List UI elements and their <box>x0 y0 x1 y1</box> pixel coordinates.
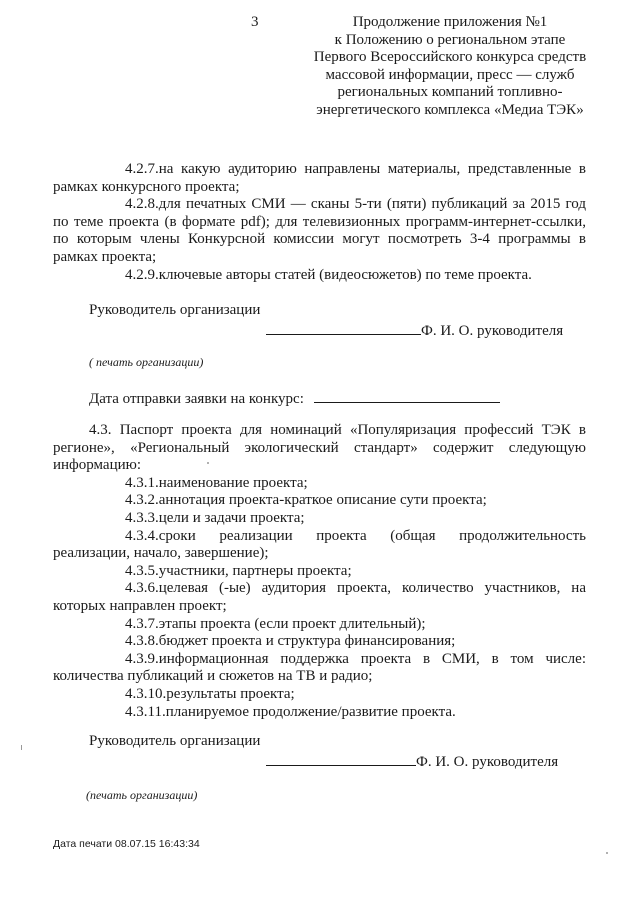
list-item <box>53 475 586 493</box>
list-item <box>53 633 586 651</box>
header-line: к Положению о региональном этапе <box>334 31 566 48</box>
submission-date-blank[interactable] <box>314 388 500 403</box>
fio-label: Ф. И. О. руководителя <box>421 323 564 339</box>
print-date: Дата печати 08.07.15 16:43:34 <box>53 838 200 850</box>
list-item <box>53 686 586 704</box>
item-number: 4.2.7. <box>125 161 159 177</box>
scan-speck <box>207 462 209 464</box>
item-text: на какую аудиторию направлены материалы, представленные в рамках конкурсного проекта; <box>53 161 586 195</box>
head-of-organization-label: Руководитель организации <box>89 733 261 749</box>
item-number: 4.3.7. <box>125 615 159 632</box>
item-text: цели и задачи проекта; <box>158 509 305 526</box>
signature-blank[interactable] <box>266 751 416 766</box>
header-line: массовой информации, пресс — служб <box>325 66 575 83</box>
section-4-2-list <box>53 161 586 284</box>
item-number: 4.3.11. <box>125 703 166 720</box>
item-text: этапы проекта (если проект длительный); <box>158 615 426 632</box>
list-item <box>53 580 586 615</box>
item-number: 4.3.4. <box>125 527 159 544</box>
submission-date-label: Дата отправки заявки на конкурс: <box>89 391 304 407</box>
header-line: региональных компаний топливно- <box>337 84 563 101</box>
item-number: 4.3.6. <box>125 580 159 597</box>
page-number: 3 <box>251 14 259 30</box>
item-text: бюджет проекта и структура финансирования; <box>158 633 456 650</box>
item-text: для печатных СМИ — сканы 5-ти (пяти) публикаций за 2015 год по теме проекта (в формате pdf); для телевизионных программ-интернет-ссылки, по которым члены Конкурсной комиссии могут посмотреть 3-4 программы в рамках проекта; <box>53 196 586 265</box>
item-text: результаты проекта; <box>166 685 295 702</box>
appendix-header <box>300 14 600 120</box>
item-text: участники, партнеры проекта; <box>158 562 352 579</box>
item-number: 4.2.8. <box>125 196 159 213</box>
list-item <box>53 651 586 686</box>
item-text: наименование проекта; <box>158 474 308 491</box>
list-item <box>53 704 586 722</box>
item-number: 4.3.5. <box>125 562 159 579</box>
section-intro: 4.3. Паспорт проекта для номинаций «Популяризация профессий ТЭК в регионе», «Региональный экологический стандарт» содержит следующую информацию: <box>53 422 586 474</box>
submission-date-line <box>89 388 500 408</box>
list-item <box>53 196 586 266</box>
item-number: 4.3.3. <box>125 509 159 526</box>
item-number: 4.2.9. <box>125 266 159 283</box>
scan-speck <box>21 745 22 750</box>
item-text: информационная поддержка проекта в СМИ, в том числе: количества публикаций и сюжетов на ТВ и радио; <box>53 650 586 685</box>
header-line: Продолжение приложения №1 <box>352 14 548 30</box>
item-number: 4.3.1. <box>125 474 159 491</box>
item-text: планируемое продолжение/развитие проекта. <box>165 703 456 720</box>
item-text: аннотация проекта-краткое описание сути проекта; <box>158 492 487 509</box>
item-number: 4.3.10. <box>125 685 167 702</box>
head-of-organization-label: Руководитель организации <box>89 302 261 318</box>
stamp-note: (печать организации) <box>86 788 198 802</box>
section-4-3 <box>53 422 586 721</box>
scan-speck <box>606 852 608 854</box>
fio-label: Ф. И. О. руководителя <box>416 754 559 770</box>
item-text: сроки реализации проекта (общая продолжительность реализации, начало, завершение); <box>53 527 586 562</box>
list-item <box>53 492 586 510</box>
list-item <box>53 510 586 528</box>
list-item <box>53 528 586 563</box>
stamp-note: ( печать организации) <box>89 355 204 369</box>
header-line: Первого Всероссийского конкурса средств <box>313 49 587 66</box>
list-item <box>53 616 586 634</box>
list-item <box>53 563 586 581</box>
item-number: 4.3.9. <box>125 650 159 667</box>
signature-line <box>266 751 558 771</box>
list-item <box>53 267 586 285</box>
header-line: энергетического комплекса «Медиа ТЭК» <box>316 101 584 118</box>
item-number: 4.3.8. <box>125 633 159 650</box>
signature-blank[interactable] <box>266 320 421 335</box>
item-text: целевая (-ые) аудитория проекта, количество участников, на которых направлен проект; <box>53 580 586 614</box>
item-text: ключевые авторы статей (видеосюжетов) по теме проекта. <box>158 266 532 283</box>
item-number: 4.3.2. <box>125 492 159 509</box>
list-item <box>53 161 586 196</box>
signature-line <box>266 320 563 340</box>
